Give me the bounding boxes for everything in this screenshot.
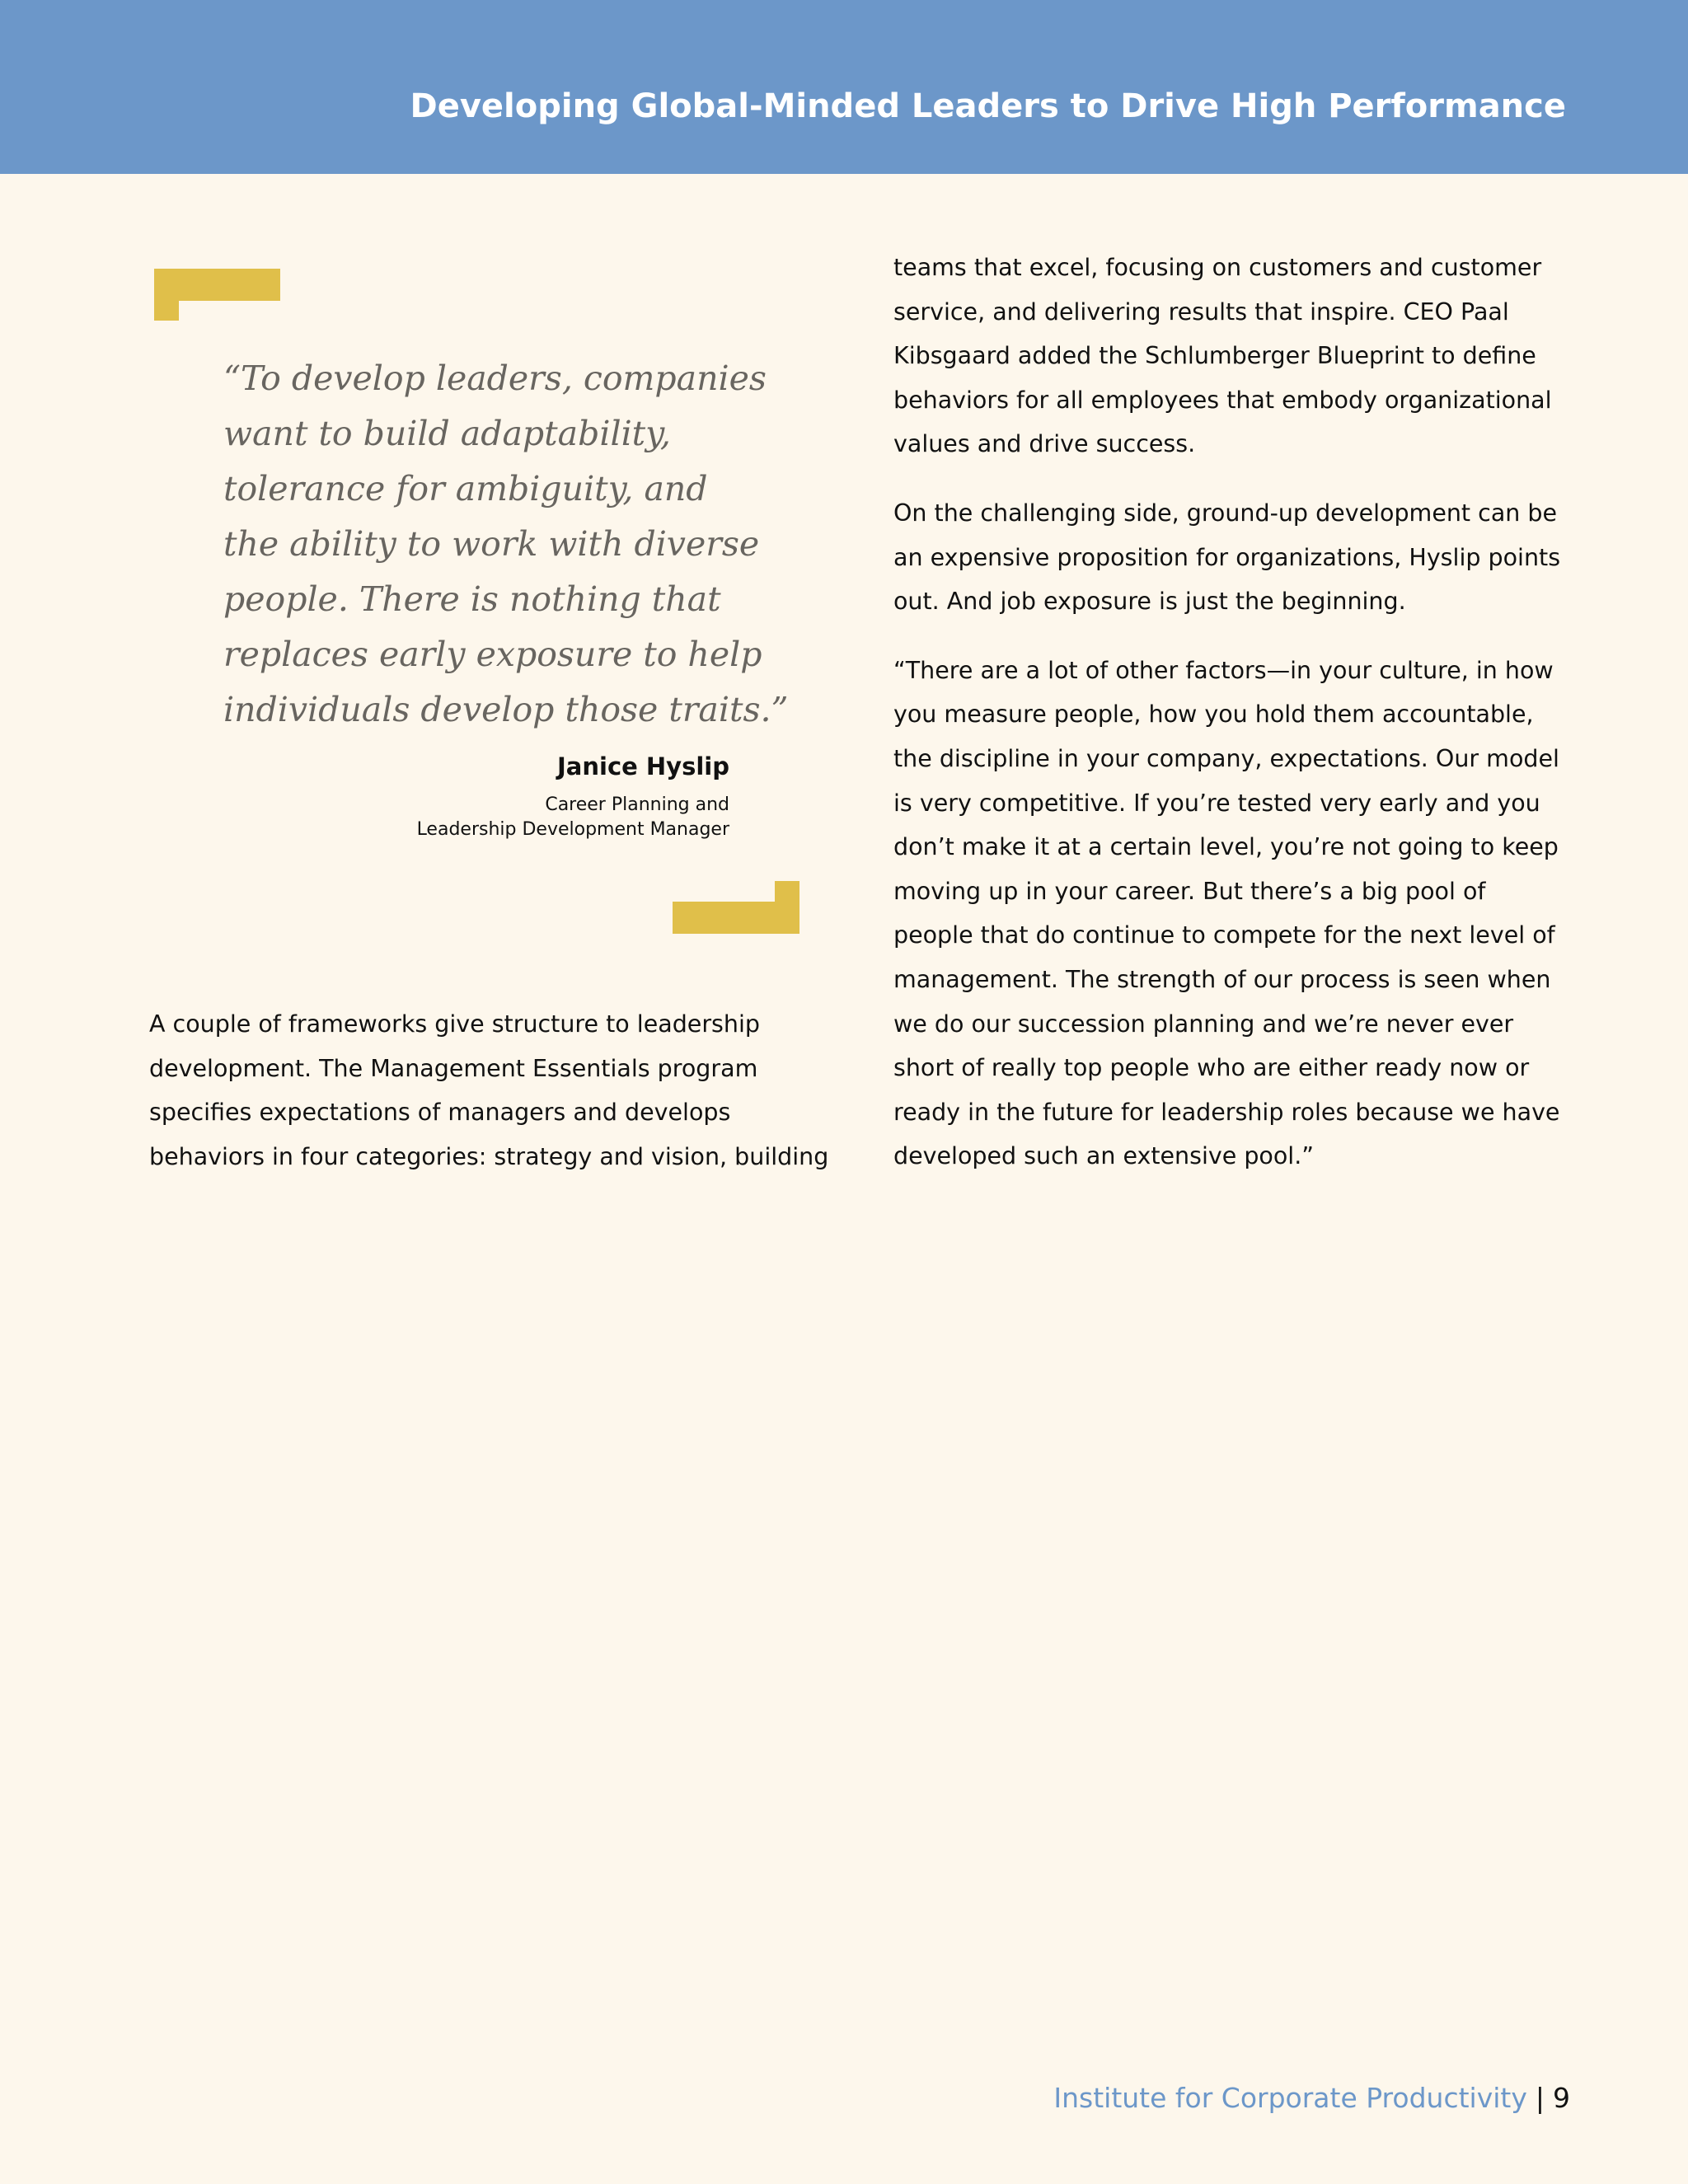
paragraph-line: moving up in your career. But there’s a big pool of	[893, 877, 1486, 905]
quote-attribution-title	[417, 793, 729, 842]
paragraph-line: On the challenging side, ground-up development can be	[893, 499, 1558, 527]
pull-quote-line: want to build adaptability,	[223, 414, 671, 453]
paragraph-line: out. And job exposure is just the beginning.	[893, 588, 1406, 616]
paragraph-line: development. The Management Essentials program	[149, 1054, 758, 1082]
right-column-paragraph-3	[893, 649, 1560, 1179]
pull-quote-line: “To develop leaders, companies	[223, 359, 767, 398]
paragraph-line: Kibsgaard added the Schlumberger Blueprint to define	[893, 342, 1536, 370]
footer-organization: Institute for Corporate Productivity	[1053, 2082, 1527, 2114]
paragraph-line: values and drive success.	[893, 430, 1196, 458]
paragraph-line: don’t make it at a certain level, you’re not going to keep	[893, 833, 1559, 861]
quote-bracket-bottom-stem	[775, 881, 799, 934]
paragraph-line: “There are a lot of other factors—in your culture, in how	[893, 656, 1554, 684]
paragraph-line: the discipline in your company, expectations. Our model	[893, 744, 1559, 772]
attribution-title-line: Career Planning and	[545, 794, 729, 815]
page-title: Developing Global-Minded Leaders to Drive High Performance	[410, 87, 1566, 125]
paragraph-line: specifies expectations of managers and develops	[149, 1099, 731, 1127]
page-number: 9	[1553, 2082, 1570, 2114]
pull-quote-line: the ability to work with diverse	[223, 524, 760, 564]
quote-attribution-name: Janice Hyslip	[557, 752, 729, 780]
paragraph-line: behaviors for all employees that embody organizational	[893, 386, 1552, 414]
paragraph-line: we do our succession planning and we’re never ever	[893, 1010, 1514, 1038]
paragraph-line: developed such an extensive pool.”	[893, 1142, 1315, 1170]
pull-quote-line: tolerance for ambiguity, and	[223, 469, 708, 509]
paragraph-line: A couple of frameworks give structure to leadership	[149, 1010, 760, 1038]
paragraph-line: ready in the future for leadership roles because we have	[893, 1098, 1560, 1126]
right-column-paragraph-1	[893, 246, 1560, 466]
quote-bracket-top-stem	[154, 269, 179, 321]
page-footer	[1053, 2082, 1570, 2114]
paragraph-line: an expensive proposition for organizations, Hyslip points	[893, 543, 1561, 571]
left-column-paragraph	[149, 1002, 828, 1179]
right-column	[893, 246, 1560, 1203]
pull-quote-line: replaces early exposure to help	[223, 635, 762, 674]
paragraph-line: service, and delivering results that inspire. CEO Paal	[893, 298, 1509, 326]
paragraph-line: is very competitive. If you’re tested very early and you	[893, 789, 1540, 817]
paragraph-line: people that do continue to compete for the next level of	[893, 921, 1555, 949]
pull-quote-line: individuals develop those traits.”	[223, 690, 789, 729]
paragraph-line: short of really top people who are either ready now or	[893, 1054, 1530, 1082]
pull-quote	[223, 351, 789, 738]
footer-separator: |	[1535, 2082, 1545, 2114]
paragraph-line: teams that excel, focusing on customers and customer	[893, 254, 1542, 281]
pull-quote-line: people. There is nothing that	[223, 579, 721, 619]
attribution-title-line: Leadership Development Manager	[416, 819, 729, 840]
paragraph-line: behaviors in four categories: strategy and vision, building	[149, 1142, 829, 1170]
right-column-paragraph-2	[893, 491, 1560, 624]
paragraph-line: you measure people, how you hold them accountable,	[893, 701, 1534, 729]
header-bar	[0, 0, 1688, 174]
paragraph-line: management. The strength of our process is seen when	[893, 965, 1551, 993]
